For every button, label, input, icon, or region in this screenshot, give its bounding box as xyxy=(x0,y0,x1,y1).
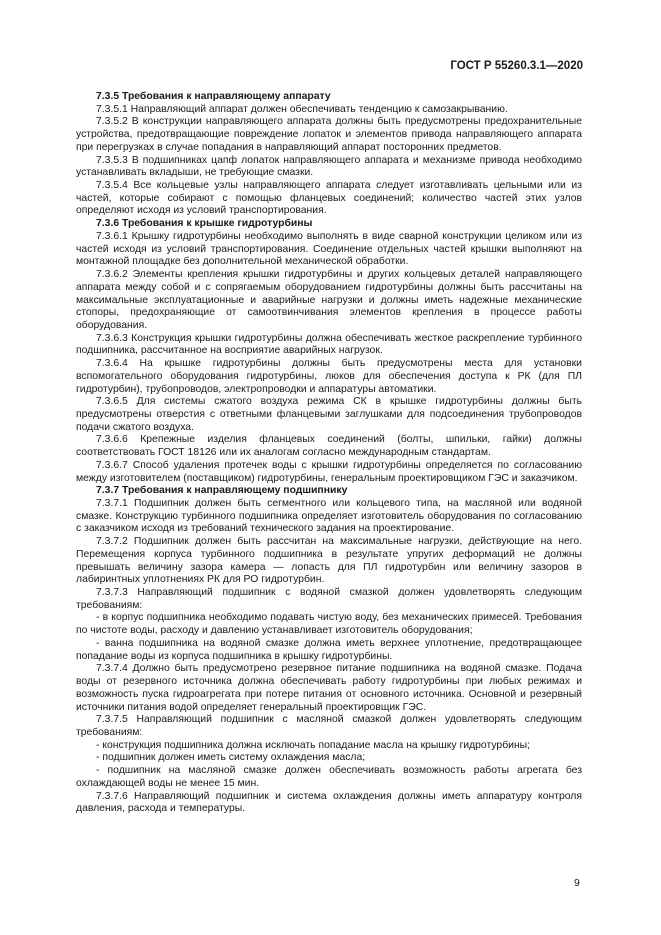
document-body xyxy=(76,91,582,816)
section-heading: 7.3.6 Требования к крышке гидротурбины xyxy=(96,218,313,230)
paragraph: 7.3.7.2 Подшипник должен быть рассчитан на максимальные нагрузки, действующие на него. Перемещения корпуса турбинного подшипника в результате упругих деформаций не должны превышать величину зазора камера — лопасть для ПЛ гидротурбин или величину зазоров в лабиринтных уплотнениях РК для РО гидротурбин. xyxy=(76,536,582,586)
paragraph: 7.3.6.2 Элементы крепления крышки гидротурбины и других кольцевых деталей направляющего аппарата между собой и с сопрягаемым оборудованием гидротурбины должны быть рассчитаны на максимальные эксплуатационные и аварийные нагрузки и должны иметь надежные механические стопоры, предохраняющие от самоотвинчивания элементов крепления в процессе работы оборудования. xyxy=(76,269,582,331)
paragraph: 7.3.7.4 Должно быть предусмотрено резервное питание подшипника на водяной смазке. Подача воды от резервного источника должна обеспечивать работу гидротурбины при любых режимах и возможность пуска гидроагрегата при потере питания от основного источника. Основной и резервный источники питания водой определяет генеральный проектировщик ГЭС. xyxy=(76,663,582,713)
paragraph: 7.3.6.6 Крепежные изделия фланцевых соединений (болты, шпильки, гайки) должны соответствовать ГОСТ 18126 или их аналогам согласно международным стандартам. xyxy=(76,434,582,459)
paragraph: 7.3.5.4 Все кольцевые узлы направляющего аппарата следует изготавливать цельными или из частей, которые собирают с помощью фланцевых соединений; количество частей этих узлов определяют исходя из условий транспортирования. xyxy=(76,180,582,217)
paragraph: 7.3.7.5 Направляющий подшипник с масляной смазкой должен удовлетворять следующим требованиям: xyxy=(76,714,582,738)
paragraph: 7.3.5.2 В конструкции направляющего аппарата должны быть предусмотрены предохранительные устройства, предотвращающие повреждение лопаток и элементов привода направляющего аппарата при перегрузках в случае попадания в направляющий аппарат посторонних предметов. xyxy=(76,116,582,153)
paragraph: 7.3.6.4 На крышке гидротурбины должны быть предусмотрены места для установки вспомогательного оборудования гидротурбины, люков для обеспечения доступа к РК (для ПЛ гидротурбин), трубопроводов, электропроводки и аппаратуры автоматики. xyxy=(76,358,582,395)
paragraph: 7.3.7.6 Направляющий подшипник и система охлаждения должны иметь аппаратуру контроля давления, расхода и температуры. xyxy=(76,790,582,815)
paragraph: 7.3.6.1 Крышку гидротурбины необходимо выполнять в виде сварной конструкции целиком или из частей исходя из условий транспортирования. Соединение отдельных частей крышки выполняют на монтажной площадке без дополнительной механической обработки. xyxy=(76,230,582,268)
paragraph: 7.3.7.1 Подшипник должен быть сегментного или кольцевого типа, на масляной или водяной смазке. Конструкцию турбинного подшипника определяет изготовитель оборудования по согласованию с заказчиком исходя из требований технического задания на проектирование. xyxy=(76,498,582,535)
page-number: 9 xyxy=(574,877,580,889)
paragraph: 7.3.6.3 Конструкция крышки гидротурбины должна обеспечивать жесткое раскрепление турбинного подшипника, рассчитанное на восприятие аварийных нагрузок. xyxy=(76,332,582,357)
paragraph: - подшипник должен иметь систему охлаждения масла; xyxy=(96,752,366,764)
paragraph: 7.3.6.7 Способ удаления протечек воды с крышки гидротурбины определяется по согласованию между изготовителем (поставщиком) гидротурбины, генеральным проектировщиком ГЭС и заказчиком. xyxy=(76,459,582,484)
paragraph: - подшипник на масляной смазке должен обеспечивать возможность работы агрегата без охлаждающей воды не менее 15 мин. xyxy=(76,765,582,789)
paragraph: 7.3.5.1 Направляющий аппарат должен обеспечивать тенденцию к самозакрыванию. xyxy=(96,103,508,115)
paragraph: 7.3.6.5 Для системы сжатого воздуха режима СК в крышке гидротурбины должны быть предусмотрены отверстия с ответными фланцевыми заглушками для подсоединения трубопроводов подачи сжатого воздуха. xyxy=(76,396,582,433)
paragraph: - в корпус подшипника необходимо подавать чистую воду, без механических примесей. Требования по чистоте воды, расходу и давлению устанавливает изготовитель оборудования; xyxy=(76,612,582,637)
document-code-header: ГОСТ Р 55260.3.1—2020 xyxy=(450,60,583,72)
paragraph: 7.3.5.3 В подшипниках цапф лопаток направляющего аппарата и механизме привода необходимо устанавливать вкладыши, не требующие смазки. xyxy=(76,154,582,179)
paragraph: - ванна подшипника на водяной смазке должна иметь верхнее уплотнение, предотвращающее попадание воды из корпуса подшипника в крышку гидротурбины. xyxy=(76,637,582,662)
paragraph: - конструкция подшипника должна исключать попадание масла на крышку гидротурбины; xyxy=(96,739,531,751)
section-heading: 7.3.7 Требования к направляющему подшипнику xyxy=(96,485,348,497)
section-heading: 7.3.5 Требования к направляющему аппарату xyxy=(96,91,331,102)
paragraph: 7.3.7.3 Направляющий подшипник с водяной смазкой должен удовлетворять следующим требованиям: xyxy=(76,587,582,611)
